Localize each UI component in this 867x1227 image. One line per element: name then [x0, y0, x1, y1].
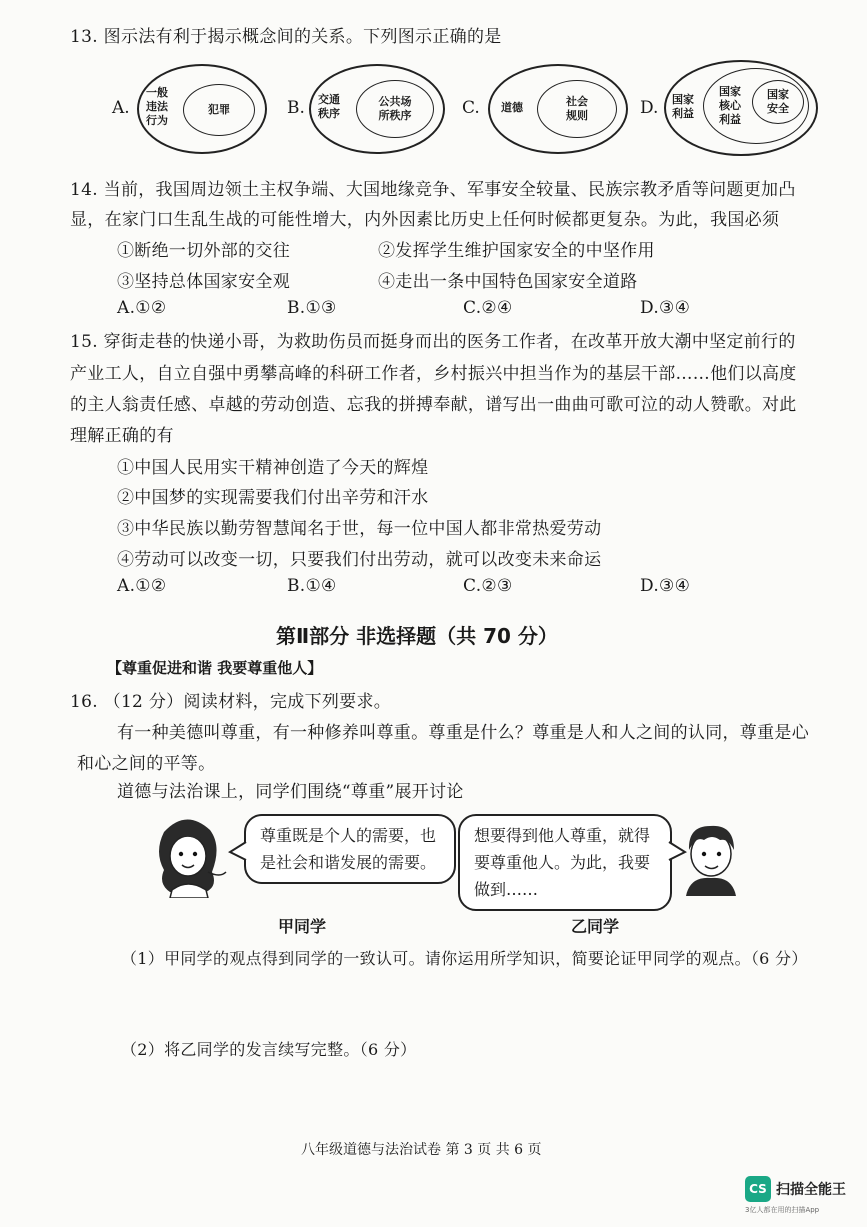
q14-choice-d: D.③④	[640, 298, 691, 318]
q15-line-4: 理解正确的有	[70, 426, 174, 446]
page-footer: 八年级道德与法治试卷 第 3 页 共 6 页	[301, 1142, 542, 1158]
q16-para-line-1: 有一种美德叫尊重，有一种修养叫尊重。尊重是什么？尊重是人和人之间的认同，尊重是心	[117, 723, 809, 743]
q15-item-4: ④劳动可以改变一切，只要我们付出劳动，就可以改变未来命运	[117, 550, 602, 570]
q15-choice-c: C.②③	[463, 576, 513, 596]
scanner-tagline: 3亿人都在用的扫描App	[745, 1206, 820, 1214]
bubble-jia	[244, 814, 456, 884]
q16-sub-1: （1）甲同学的观点得到同学的一致认可。请你运用所学知识，简要论证甲同学的观点。（6 分）	[121, 949, 808, 968]
part2-theme: 【尊重促进和谐 我要尊重他人】	[107, 659, 323, 677]
q13-option-b-letter: B.	[287, 98, 305, 118]
q15-line-2: 产业工人，自立自强中勇攀高峰的科研工作者，乡村振兴中担当作为的基层干部……他们以高度	[70, 364, 797, 384]
q13-diagram-b-outer-label: 交通 秩序	[318, 93, 340, 120]
q14-item-4: ④走出一条中国特色国家安全道路	[378, 272, 638, 292]
q14-line-1: 14. 当前，我国周边领土主权争端、大国地缘竞争、军事安全较量、民族宗教矛盾等问题更加凸	[70, 180, 796, 200]
q14-item-1: ①断绝一切外部的交往	[117, 241, 290, 261]
q13-diagram-c-outer-label: 道德	[501, 101, 523, 114]
q15-choice-d: D.③④	[640, 576, 691, 596]
bubble-yi	[458, 814, 672, 911]
q15-item-2: ②中国梦的实现需要我们付出辛劳和汗水	[117, 488, 429, 508]
bubble-jia-text: 尊重既是个人的需要，也是社会和谐发展的需要。	[260, 826, 437, 872]
part2-title: 第Ⅱ部分 非选择题（共 70 分）	[276, 624, 558, 648]
q16-intro: 道德与法治课上，同学们围绕“尊重”展开讨论	[117, 782, 464, 802]
name-yi: 乙同学	[571, 917, 620, 936]
bubble-yi-text: 想要得到他人尊重，就得要尊重他人。为此，我要做到……	[474, 826, 651, 899]
q16-sub-2: （2）将乙同学的发言续写完整。（6 分）	[121, 1040, 417, 1059]
q13-diagram-c-inner: 社会 规则	[537, 80, 617, 138]
q14-choice-b: B.①③	[287, 298, 337, 318]
q15-choice-a: A.①②	[117, 576, 167, 596]
q13-option-c-letter: C.	[462, 98, 480, 118]
q14-item-2: ②发挥学生维护国家安全的中坚作用	[378, 241, 655, 261]
q14-item-3: ③坚持总体国家安全观	[117, 272, 290, 292]
boy-student-illustration	[676, 816, 746, 896]
q13-diagram-d-middle-label: 国家 核心 利益	[719, 85, 741, 126]
q15-item-1: ①中国人民用实干精神创造了今天的辉煌	[117, 458, 429, 478]
q15-choice-b: B.①④	[287, 576, 337, 596]
q14-line-2: 显，在家门口生乱生战的可能性增大，内外因素比历史上任何时候都更复杂。为此，我国必须	[70, 210, 780, 230]
q13-diagram-b-inner: 公共场 所秩序	[356, 80, 434, 138]
bubble-jia-tail	[228, 840, 248, 864]
q15-line-1: 15. 穿街走巷的快递小哥，为救助伤员而挺身而出的医务工作者，在改革开放大潮中坚定前行的	[70, 332, 796, 352]
q14-choice-c: C.②④	[463, 298, 513, 318]
q16-para-line-2: 和心之间的平等。	[77, 754, 216, 774]
q14-choice-a: A.①②	[117, 298, 167, 318]
q16-stem: 16. （12 分）阅读材料，完成下列要求。	[70, 692, 392, 712]
q15-line-3: 的主人翁责任感、卓越的劳动创造、忘我的拼搏奉献，谱写出一曲曲可歌可泣的动人赞歌。对此	[70, 395, 797, 415]
q13-diagram-d-inner: 国家 安全	[752, 80, 804, 124]
q13-diagram-a-inner: 犯罪	[183, 84, 255, 136]
scanner-watermark	[745, 1176, 857, 1216]
q13-diagram-a-outer-label: 一般 违法 行为	[146, 86, 168, 127]
name-jia: 甲同学	[278, 917, 327, 936]
q13-diagram-d-outer-label: 国家 利益	[672, 93, 694, 120]
q13-option-d-letter: D.	[640, 98, 659, 118]
girl-student-illustration	[150, 812, 230, 898]
q15-item-3: ③中华民族以勤劳智慧闻名于世，每一位中国人都非常热爱劳动	[117, 519, 602, 539]
q13-stem: 13. 图示法有利于揭示概念间的关系。下列图示正确的是	[70, 27, 502, 47]
scanner-logo-icon: CS	[745, 1176, 771, 1202]
q13-option-a-letter: A.	[112, 98, 130, 118]
scanner-app-name: 扫描全能王	[776, 1182, 846, 1198]
